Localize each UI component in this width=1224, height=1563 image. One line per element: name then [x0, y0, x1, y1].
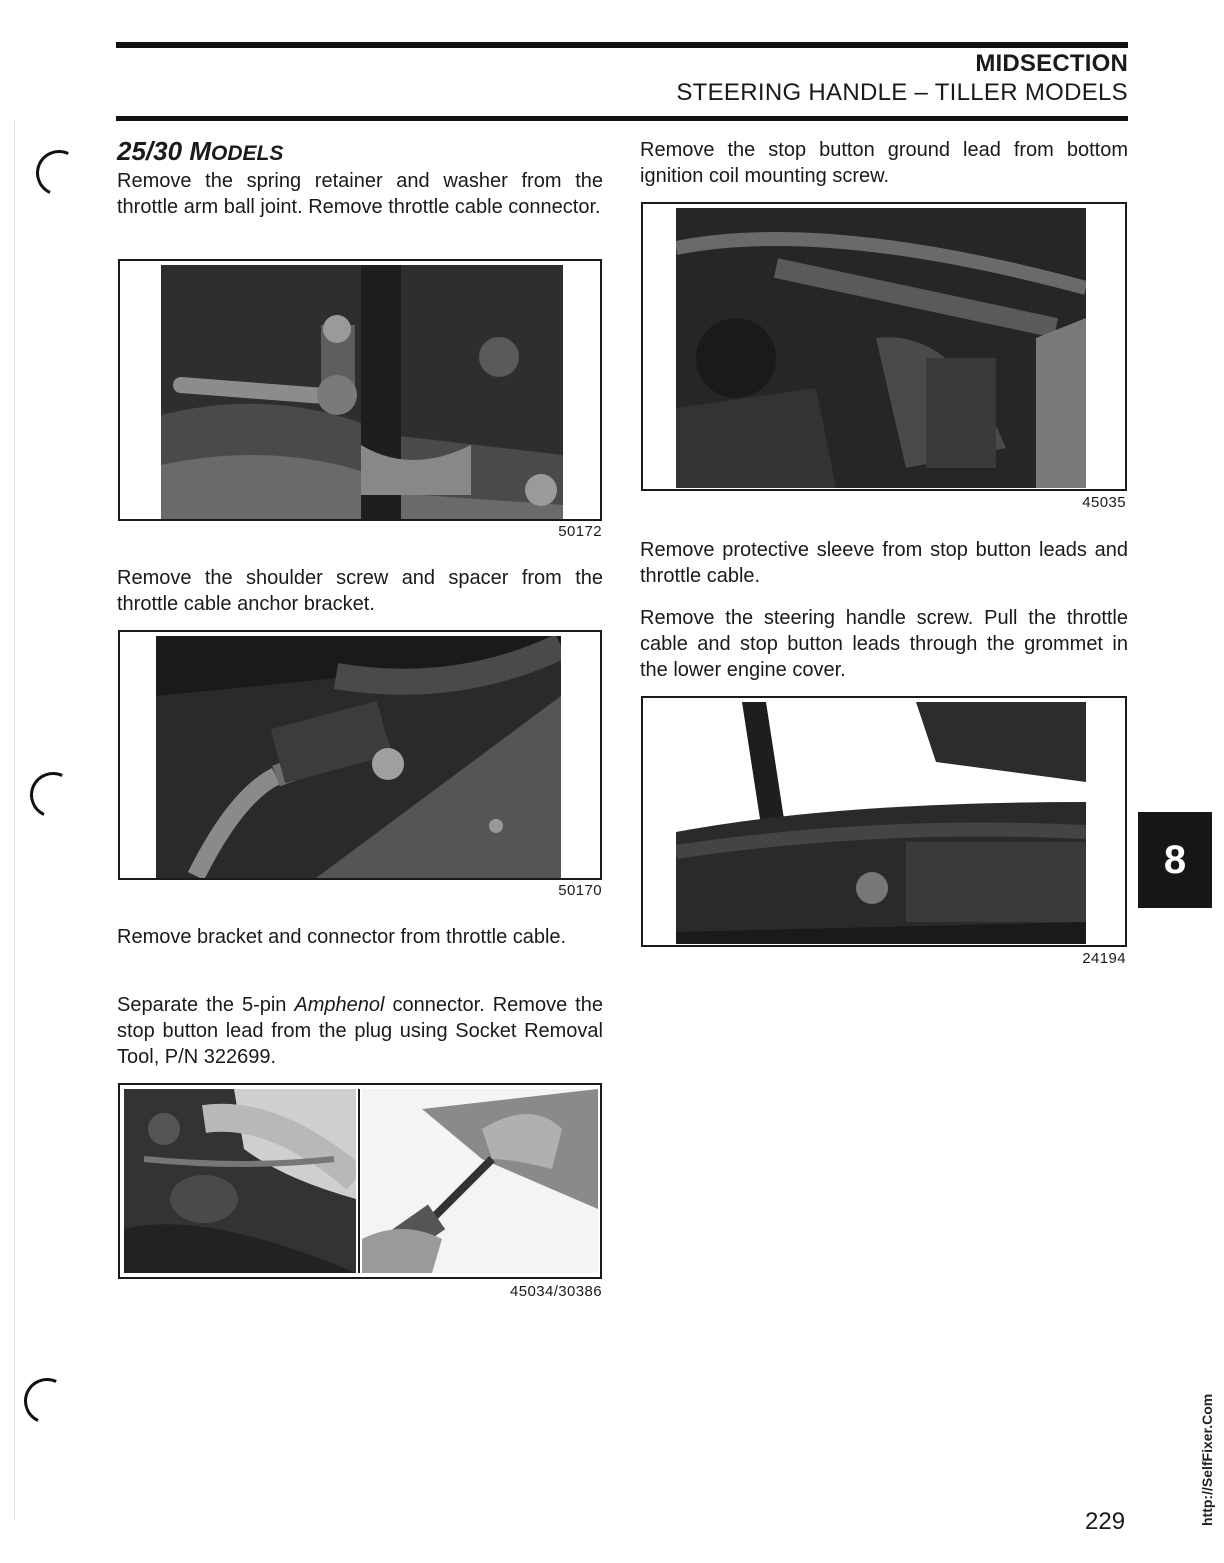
site-watermark: http://SelfFixer.Com — [1199, 1393, 1215, 1526]
figure-divider — [358, 1089, 360, 1273]
right-paragraph-2: Remove protective sleeve from stop button leads and throttle cable. — [640, 539, 1128, 587]
models-heading — [117, 136, 283, 167]
subsection-title: STEERING HANDLE – TILLER MODELS — [676, 79, 1128, 106]
photo-amphenol-connector — [124, 1089, 356, 1273]
figure-45034-30386 — [118, 1083, 602, 1279]
caption-45035: 45035 — [1082, 494, 1126, 511]
figure-24194 — [641, 696, 1127, 947]
section-title: MIDSECTION — [975, 50, 1128, 77]
page-edge-line — [14, 120, 15, 1520]
left-paragraph-3: Remove bracket and connector from throttle cable. — [117, 926, 567, 948]
figure-50170 — [118, 630, 602, 880]
heading-word-rest: ODELS — [210, 142, 284, 165]
left-paragraph-2: Remove the shoulder screw and spacer from the throttle cable anchor bracket. — [117, 567, 603, 615]
heading-word-initial: M — [189, 136, 211, 166]
heading-number: 25/30 — [117, 136, 183, 166]
figure-45035 — [641, 202, 1127, 491]
header-top-rule — [116, 42, 1128, 48]
amphenol-brand: Amphenol — [294, 994, 385, 1016]
left-paragraph-1: Remove the spring retainer and washer from the throttle arm ball joint. Remove throttle cable connector. — [117, 170, 603, 218]
photo-throttle-ball-joint — [161, 265, 563, 519]
para4-text-pre: Separate the 5-pin — [117, 994, 295, 1016]
binder-hole-bottom — [18, 1372, 77, 1431]
right-paragraph-3: Remove the steering handle screw. Pull the throttle cable and stop button leads through the grommet in the lower engine cover. — [640, 607, 1128, 681]
right-paragraph-1: Remove the stop button ground lead from bottom ignition coil mounting screw. — [640, 139, 1128, 187]
para4-text-post: connector. Remove the stop button lead from the plug using Socket Removal Tool, P/N 322699. — [117, 994, 603, 1068]
chapter-tab: 8 — [1138, 812, 1212, 908]
page-number: 229 — [1085, 1508, 1126, 1535]
binder-hole-middle — [24, 766, 83, 825]
caption-50170: 50170 — [558, 882, 602, 899]
left-paragraph-4 — [117, 992, 603, 1070]
caption-50172: 50172 — [558, 523, 602, 540]
figure-50172 — [118, 259, 602, 521]
binder-hole-top — [30, 144, 89, 203]
header-bottom-rule — [116, 116, 1128, 121]
photo-steering-handle-screw — [676, 702, 1086, 944]
caption-24194: 24194 — [1082, 950, 1126, 967]
photo-socket-removal-tool — [362, 1089, 598, 1273]
photo-ignition-coil-screw — [676, 208, 1086, 488]
photo-cable-anchor-bracket — [156, 636, 561, 878]
caption-45034-30386: 45034/30386 — [510, 1283, 602, 1300]
